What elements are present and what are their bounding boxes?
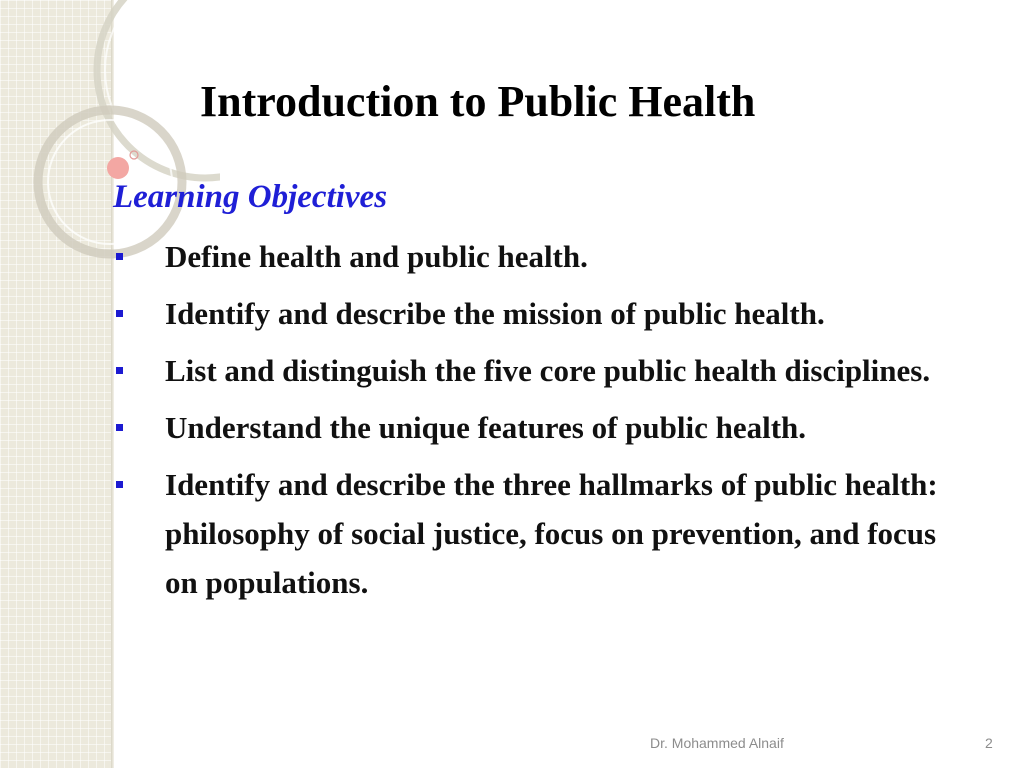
square-bullet-icon <box>116 253 123 260</box>
square-bullet-icon <box>116 481 123 488</box>
page-number: 2 <box>985 735 993 751</box>
learning-objectives-heading: Learning Objectives <box>113 179 388 215</box>
objective-text: Define health and public health. <box>165 239 588 274</box>
objective-item <box>113 346 973 395</box>
objective-text: Identify and describe the mission of public health. <box>165 296 825 331</box>
square-bullet-icon <box>116 310 123 317</box>
objective-item <box>113 460 973 607</box>
objectives-list <box>113 232 973 615</box>
footer-author: Dr. Mohammed Alnaif <box>650 735 784 751</box>
square-bullet-icon <box>116 424 123 431</box>
objective-text: List and distinguish the five core public health disciplines. <box>165 353 931 388</box>
slide-title: Introduction to Public Health <box>200 77 756 126</box>
objective-item <box>113 232 973 281</box>
objective-text: Understand the unique features of public health. <box>165 410 807 445</box>
square-bullet-icon <box>116 367 123 374</box>
objective-item <box>113 403 973 452</box>
objective-text: Identify and describe the three hallmarks of public health: philosophy of social justice, focus on prevention, and focus on populations. <box>165 467 938 600</box>
objective-item <box>113 289 973 338</box>
